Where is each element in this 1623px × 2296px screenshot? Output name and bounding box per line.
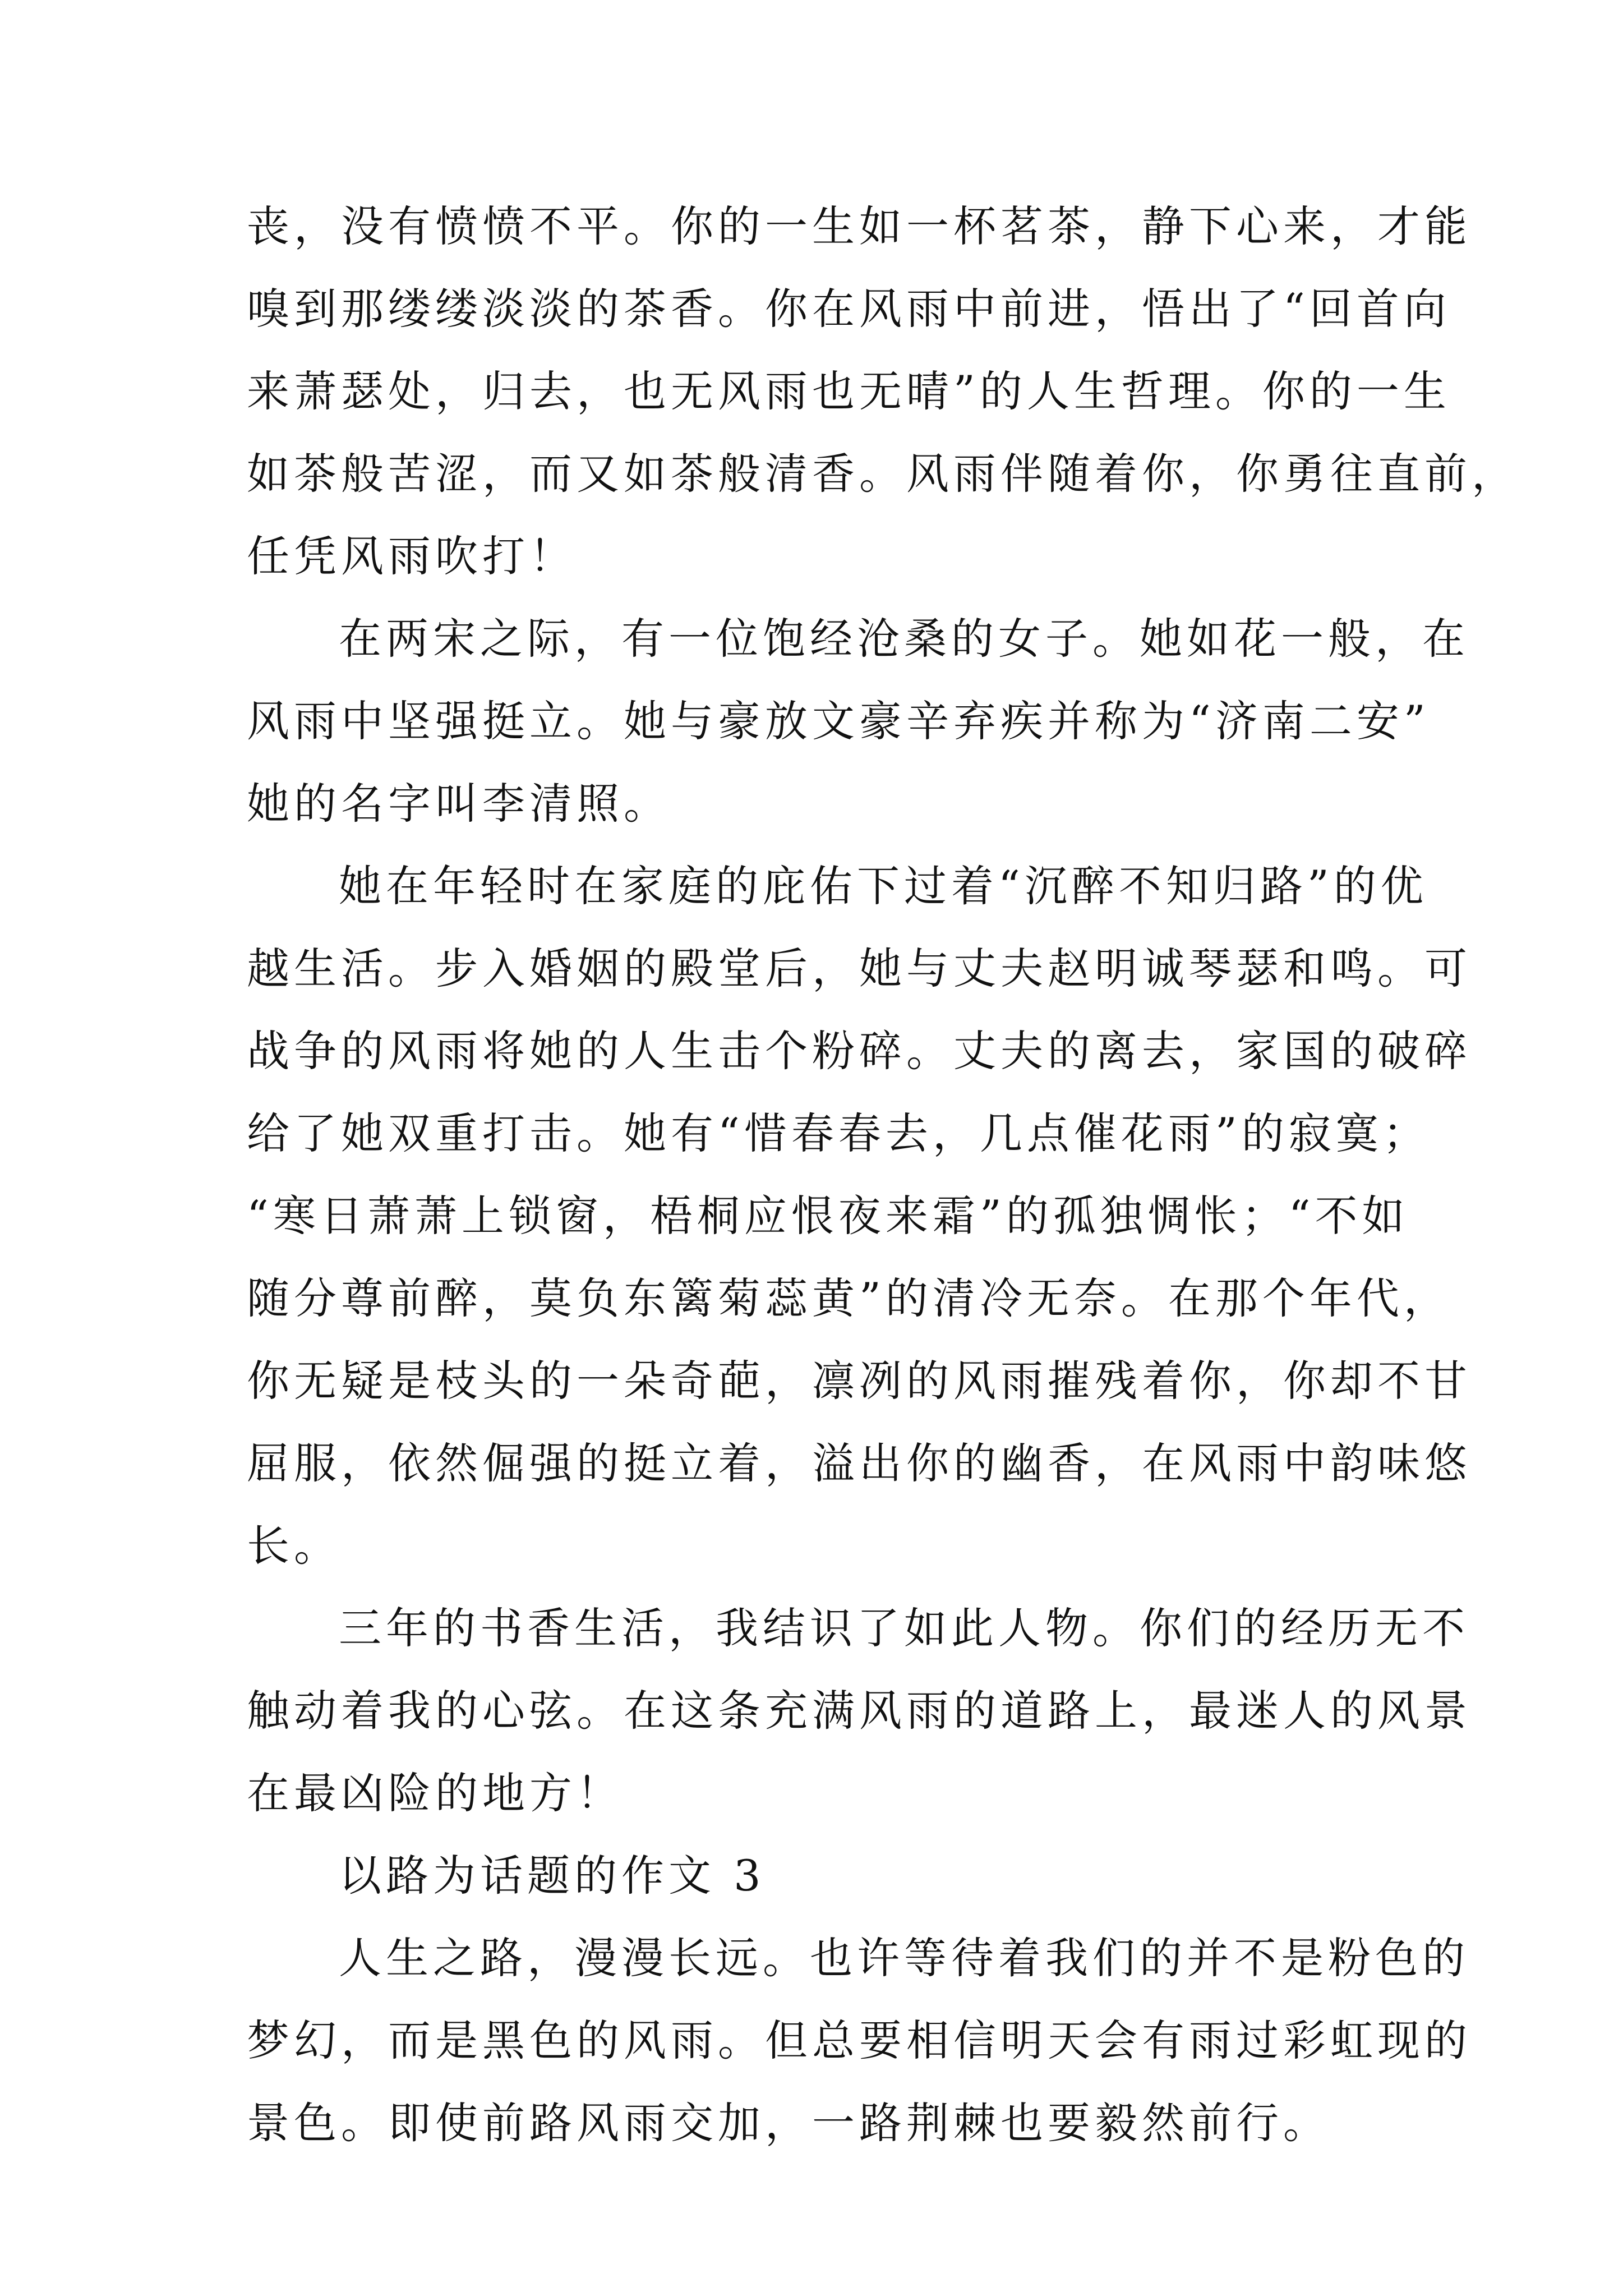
text-line: 风雨中坚强挺立。她与豪放文豪辛弃疾并称为“济南二安” <box>247 696 1430 746</box>
text-line: 梦幻，而是黑色的风雨。但总要相信明天会有雨过彩虹现的 <box>247 2016 1472 2065</box>
text-line: 随分尊前醉，莫负东篱菊蕊黄”的清冷无奈。在那个年代， <box>247 1273 1451 1323</box>
text-line: 触动着我的心弦。在这条充满风雨的道路上，最迷人的风景 <box>247 1686 1472 1736</box>
text-line: 来萧瑟处，归去，也无风雨也无晴”的人生哲理。你的一生 <box>247 366 1451 416</box>
text-line: 嗅到那缕缕淡淡的茶香。你在风雨中前进，悟出了“回首向 <box>247 284 1451 334</box>
text-line: 丧，没有愤愤不平。你的一生如一杯茗茶，静下心来，才能 <box>247 201 1472 251</box>
text-line: 你无疑是枝头的一朵奇葩，凛冽的风雨摧残着你，你却不甘 <box>247 1356 1472 1406</box>
text-line: 给了她双重打击。她有“惜春春去，几点催花雨”的寂寞； <box>247 1108 1430 1158</box>
text-line: 如茶般苦涩，而又如茶般清香。风雨伴随着你，你勇往直前， <box>247 449 1519 499</box>
text-line: 长。 <box>247 1521 341 1571</box>
text-line: 屈服，依然倔强的挺立着，溢出你的幽香，在风雨中韵味悠 <box>247 1438 1472 1488</box>
text-line: 景色。即使前路风雨交加，一路荆棘也要毅然前行。 <box>247 2098 1330 2148</box>
text-line: 任凭风雨吹打！ <box>247 531 577 581</box>
section-title: 以路为话题的作文 3 <box>339 1851 766 1901</box>
text-line: 在两宋之际，有一位饱经沧桑的女子。她如花一般，在 <box>339 614 1469 664</box>
document-page <box>247 185 1519 2164</box>
text-line: 三年的书香生活，我结识了如此人物。你们的经历无不 <box>339 1603 1469 1653</box>
paragraph-2 <box>247 597 1469 845</box>
paragraph-3 <box>247 845 1472 1587</box>
text-line: 在最凶险的地方！ <box>247 1768 624 1818</box>
text-line: 她在年轻时在家庭的庇佑下过着“沉醉不知归路”的优 <box>339 861 1428 911</box>
paragraph-5 <box>247 1917 1472 2164</box>
text-line: 战争的风雨将她的人生击个粉碎。丈夫的离去，家国的破碎 <box>247 1026 1472 1076</box>
text-line: 她的名字叫李清照。 <box>247 779 671 829</box>
paragraph-4 <box>247 1587 1472 1834</box>
text-line: 越生活。步入婚姻的殿堂后，她与丈夫赵明诚琴瑟和鸣。可 <box>247 944 1472 993</box>
paragraph-1 <box>247 185 1519 597</box>
text-line: “寒日萧萧上锁窗，梧桐应恨夜来霜”的孤独惆怅；“不如 <box>247 1191 1409 1241</box>
text-line: 人生之路，漫漫长远。也许等待着我们的并不是粉色的 <box>339 1933 1469 1983</box>
